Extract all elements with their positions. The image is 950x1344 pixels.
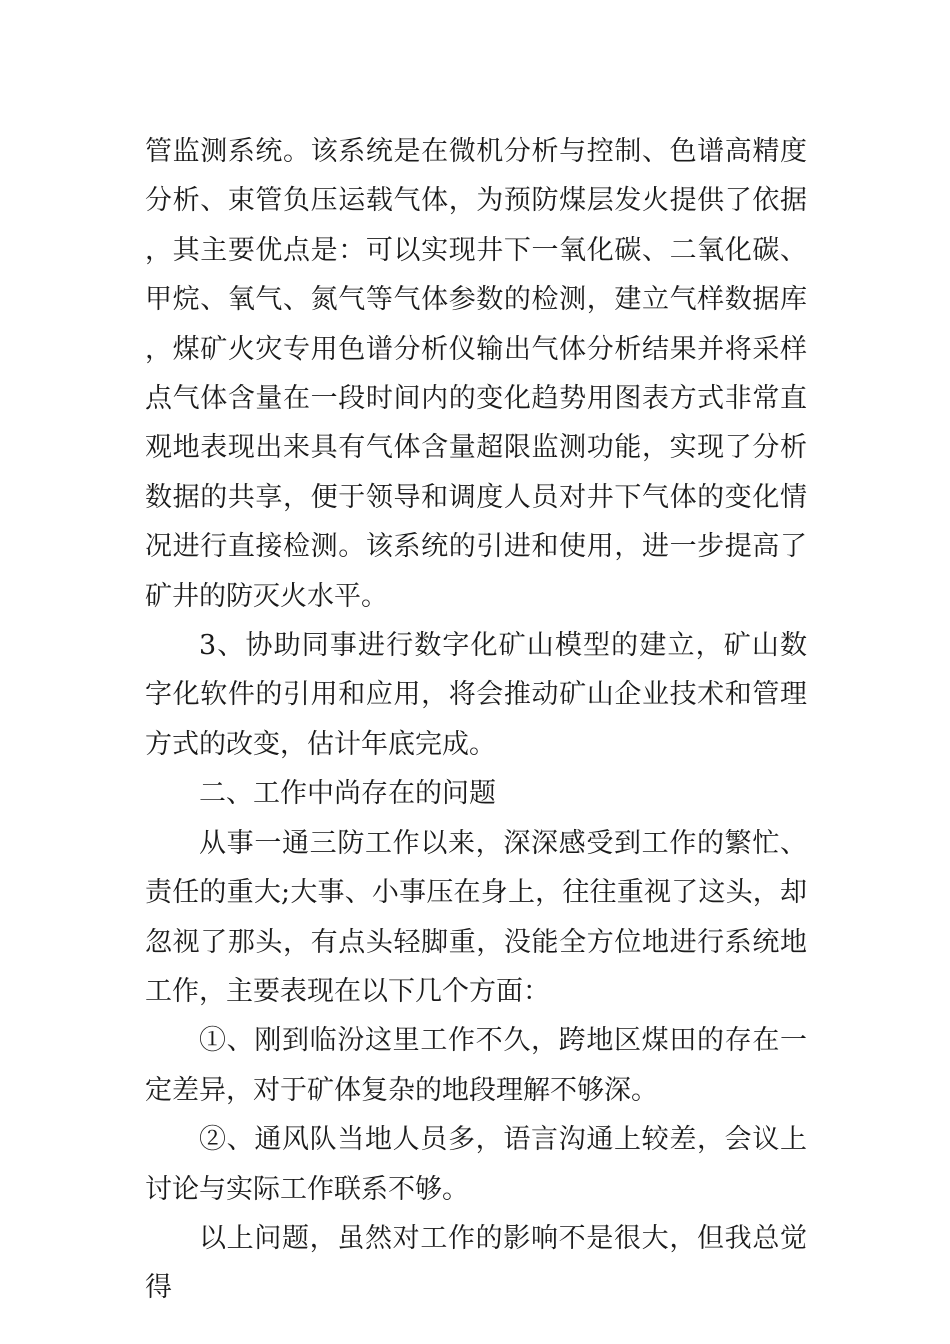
document-body [145, 127, 807, 1313]
paragraph-digital-mine-model: 3、协助同事进行数字化矿山模型的建立，矿山数字化软件的引用和应用，将会推动矿山企业技术和管理方式的改变，估计年底完成。 [145, 630, 807, 760]
section-heading-existing-problems: 二、工作中尚存在的问题 [199, 778, 496, 810]
paragraph-conclusion-start: 以上问题，虽然对工作的影响不是很大，但我总觉得 [145, 1222, 807, 1304]
list-item-problem-2: ②、通风队当地人员多，语言沟通上较差，会议上讨论与实际工作联系不够。 [145, 1124, 807, 1205]
paragraph-monitoring-system: 管监测系统。该系统是在微机分析与控制、色谱高精度分析、束管负压运载气体，为预防煤层发火提供了依据，其主要优点是：可以实现井下一氧化碳、二氧化碳、甲烷、氧气、氮气等气体参数的检测，建立气样数据库，煤矿火灾专用色谱分析仪输出气体分析结果并将采样点气体含量在一段时间内的变化趋势用图表方式非常直观地表现出来具有气体含量超限监测功能，实现了分析数据的共享，便于领导和调度人员对井下气体的变化情况进行直接检测。该系统的引进和使用，进一步提高了矿井的防灭火水平。 [145, 136, 807, 612]
paragraph-work-reflection: 从事一通三防工作以来，深深感受到工作的繁忙、责任的重大;大事、小事压在身上，往往重视了这头，却忽视了那头，有点头轻脚重，没能全方位地进行系统地工作，主要表现在以下几个方面： [145, 827, 807, 1007]
list-item-problem-1: ①、刚到临汾这里工作不久，跨地区煤田的存在一定差异，对于矿体复杂的地段理解不够深。 [145, 1025, 807, 1106]
